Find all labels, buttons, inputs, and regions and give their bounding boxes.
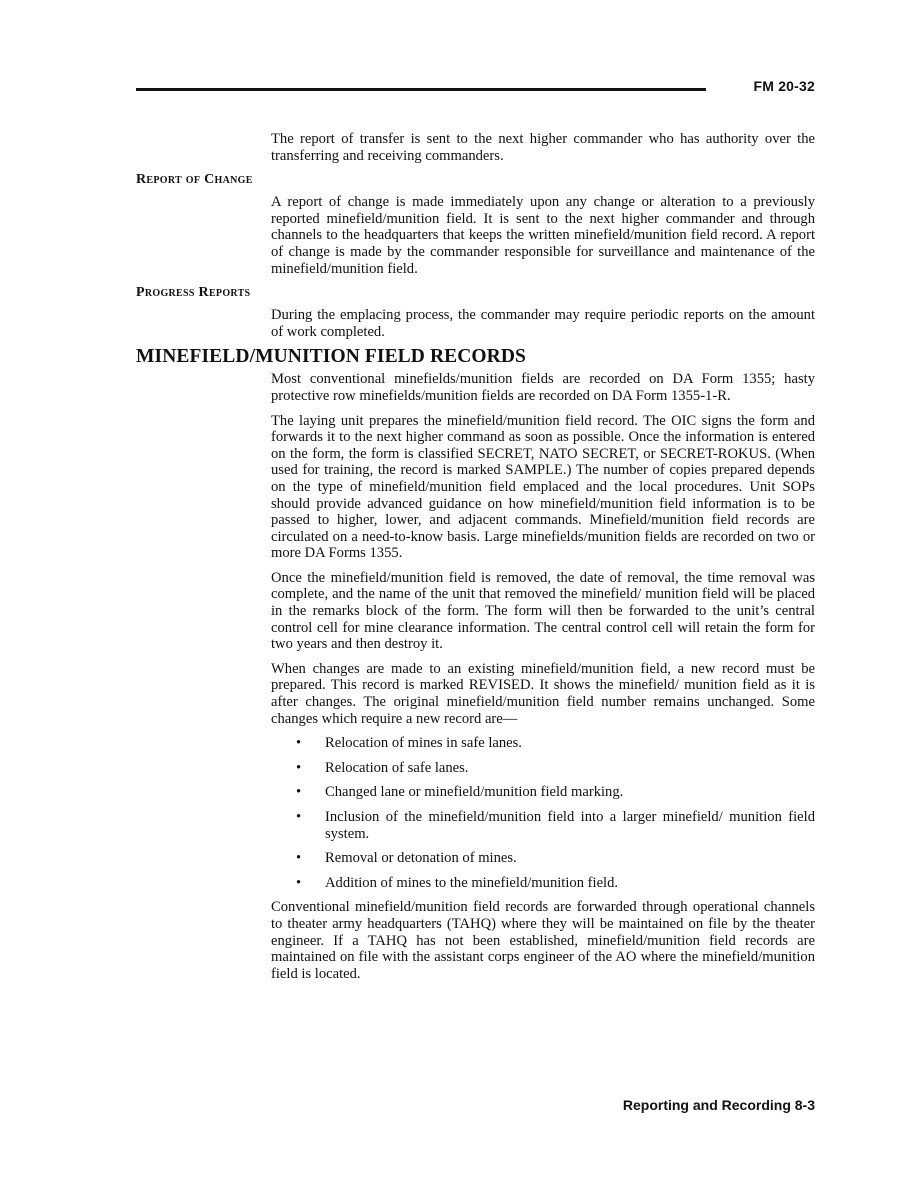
header-doc-code: FM 20-32 [753,78,815,94]
list-item [296,875,815,892]
changes-bullet-list [296,735,815,891]
report-of-change-paragraph: A report of change is made immediately upon any change or alteration to a previously reported minefield/munition field. It is sent to the next higher commander and through channels to the headquarters that keeps the written minefield/munition field record. A report of change is made by the commander responsible for surveillance and maintenance of the minefield/munition field. [271,194,815,277]
transfer-paragraph: The report of transfer is sent to the next higher commander who has authority over the transferring and receiving commanders. [271,131,815,164]
bullet-text: Relocation of safe lanes. [325,759,469,776]
list-item [296,809,815,842]
bullet-text: Addition of mines to the minefield/munition field. [325,874,619,891]
bullet-icon: • [296,874,302,891]
records-heading: MINEFIELD/MUNITION FIELD RECORDS [136,346,526,368]
list-item [296,735,815,752]
bullet-icon: • [296,809,302,825]
bullet-icon: • [296,784,302,801]
bullet-icon: • [296,735,302,752]
bullet-text: Relocation of mines in safe lanes. [325,735,522,752]
list-item [296,760,815,777]
records-paragraph-2: The laying unit prepares the minefield/munition field record. The OIC signs the form and forwards it to the next higher command as soon as possible. Once the information is entered on the form, the form is classified SECRET, NATO SECRET, or SECRET-ROKUS. (When used for training, the record is marked SAMPLE.) The number of copies prepared depends on the type of minefield/munition field emplaced and the local procedures. Unit SOPs should provide advanced guidance on how minefield/munition field information is to be passed to higher, lower, and adjacent commands. Minefield/munition field records are circulated on a need-to-know basis. Large minefields/munition fields are recorded on two or more DA Forms 1355. [271,412,815,562]
records-paragraph-1: Most conventional minefields/munition fields are recorded on DA Form 1355; hasty protective row minefields/munition fields are recorded on DA Form 1355-1-R. [271,371,815,404]
page-content [136,131,815,990]
report-of-change-heading: Report of Change [136,172,253,188]
records-paragraph-4: When changes are made to an existing minefield/munition field, a new record must be prepared. This record is marked REVISED. It shows the minefield/ munition field as it is after changes. The original minefield/munition field number remains unchanged. Some changes which require a new record are— [271,660,815,727]
records-paragraph-3: Once the minefield/munition field is removed, the date of removal, the time removal was complete, and the name of the unit that removed the minefield/ munition field will be placed in the remarks block of the form. The form will then be forwarded to the unit’s central control cell for mine clearance information. The central control cell will retain the form for two years and then destroy it. [271,569,815,653]
progress-reports-heading: Progress Reports [136,285,251,301]
progress-reports-paragraph: During the emplacing process, the commander may require periodic reports on the amount of work completed. [271,307,815,340]
header-rule [136,88,706,91]
records-closing-paragraph: Conventional minefield/munition field records are forwarded through operational channels to theater army headquarters (TAHQ) where they will be maintained on file by the theater engineer. If a TAHQ has not been established, minefield/munition field records are maintained on file with the assistant corps engineer of the AO where the minefield/munition field is located. [271,899,815,982]
list-item [296,850,815,867]
bullet-text: Removal or detonation of mines. [325,850,517,867]
bullet-text: Changed lane or minefield/munition field marking. [325,784,624,801]
bullet-text: Inclusion of the minefield/munition field into a larger minefield/ munition field system. [325,809,815,842]
list-item [296,784,815,801]
footer-page-label: Reporting and Recording 8-3 [622,1097,815,1113]
bullet-icon: • [296,759,302,776]
bullet-icon: • [296,850,302,867]
